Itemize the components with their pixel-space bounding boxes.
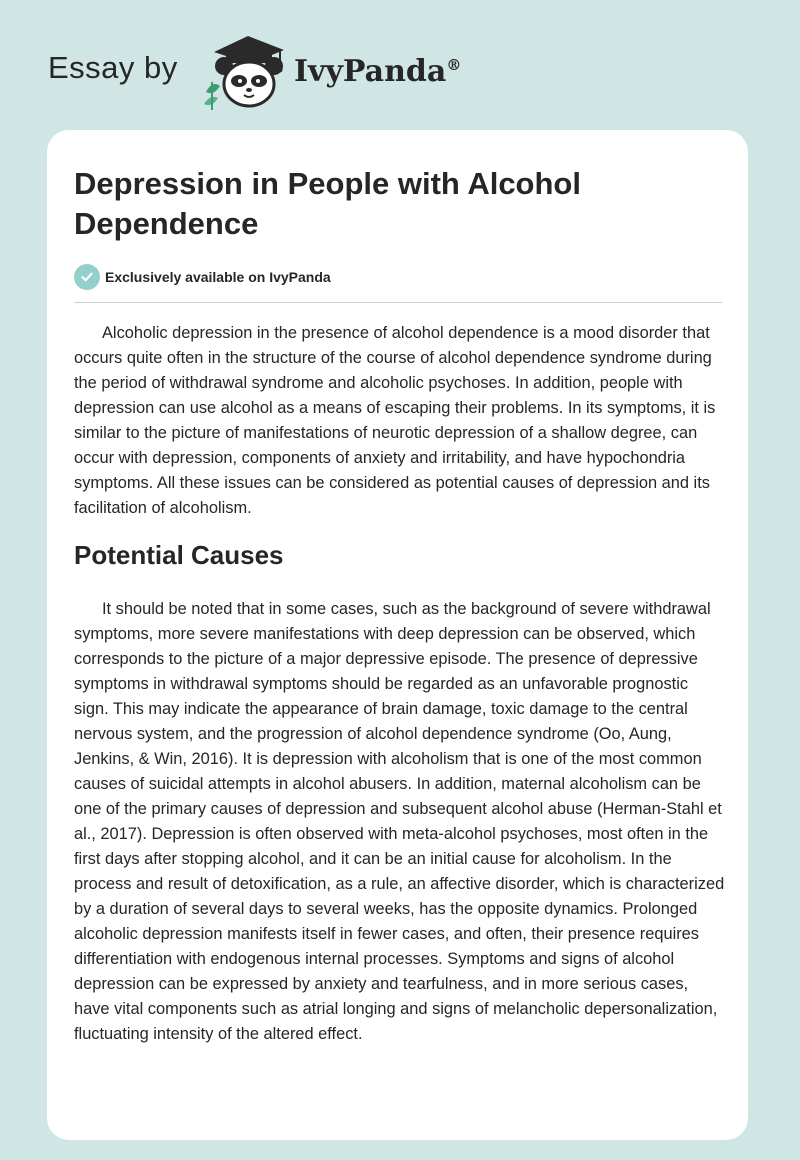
intro-paragraph: Alcoholic depression in the presence of alcohol dependence is a mood disorder that occurs quite often in the structure of the course of alcohol dependence syndrome during the period of withdrawal syndrome and alcoholic psychoses. In addition, people with depression can use alcohol as a means of escaping their problems. In its symptoms, it is similar to the picture of manifestations of neurotic depression of a shallow degree, can occur with depression, components of anxiety and irritability, and have hypochondria symptoms. All these issues can be considered as potential causes of depression and its facilitation of alcoholism.	[74, 324, 716, 517]
site-brand[interactable]	[48, 30, 508, 110]
divider	[74, 302, 722, 303]
checkmark-icon	[74, 264, 100, 290]
brand-name	[294, 54, 461, 89]
exclusive-badge	[74, 264, 331, 290]
page-title: Depression in People with Alcohol Dependence	[74, 166, 581, 241]
panda-graduate-icon	[200, 32, 290, 110]
section-heading: Potential Causes	[74, 540, 284, 570]
brand-name-text: IvyPanda	[294, 54, 447, 89]
registered-mark: ®	[446, 56, 462, 74]
essay-card	[47, 130, 748, 1140]
exclusive-badge-text: Exclusively available on IvyPanda	[105, 269, 331, 285]
brand-prefix: Essay by	[48, 50, 178, 85]
body-paragraph: It should be noted that in some cases, such as the background of severe withdrawal symptoms, more severe manifestations with deep depression can be observed, which corresponds to the picture of a major depressive episode. The presence of depressive symptoms in withdrawal symptoms should be regarded as an unfavorable prognostic sign. This may indicate the appearance of brain damage, toxic damage to the central nervous system, and the progression of alcohol dependence syndrome (Oo, Aung, Jenkins, & Win, 2016). It is depression with alcoholism that is one of the most common causes of suicidal attempts in alcohol abusers. In addition, maternal alcoholism can be one of the primary causes of depression and subsequent alcohol abuse (Herman-Stahl et al., 2017). Depression is often observed with meta-alcohol psychoses, most often in the first days after stopping alcohol, and it can be an initial cause for alcoholism. In the process and result of detoxification, as a rule, an affective disorder, which is characterized by a duration of several days to several weeks, has the opposite dynamics. Prolonged alcoholic depression manifests itself in fewer cases, and often, their presence requires differentiation with endogenous internal processes. Symptoms and signs of alcohol depression can be expressed by anxiety and tearfulness, and in more serious cases, have vital components such as atrial longing and signs of melancholic depersonalization, fluctuating intensity of the altered effect.	[74, 600, 725, 1043]
